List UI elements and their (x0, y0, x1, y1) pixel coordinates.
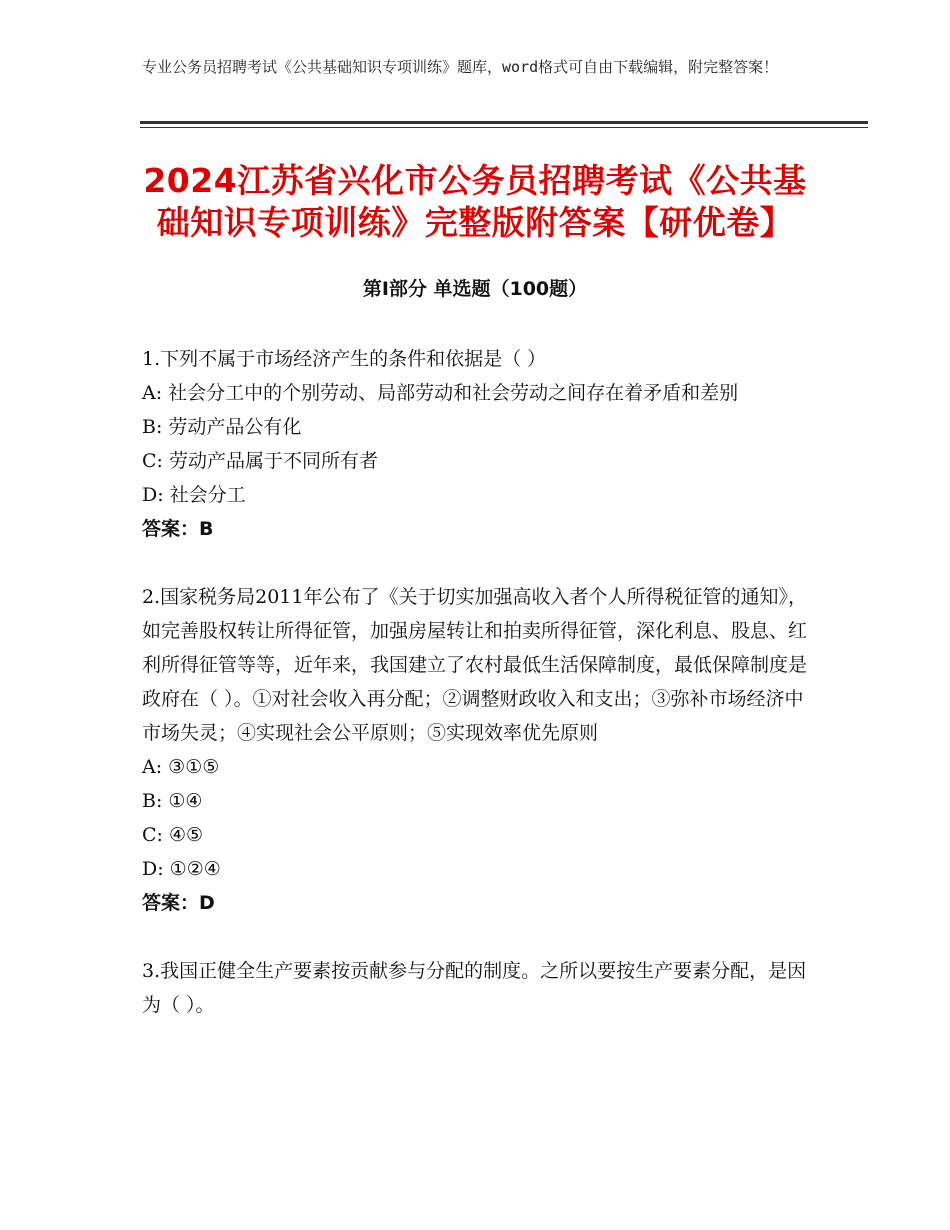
header-rule-thin (140, 127, 868, 128)
question-stem: 1.下列不属于市场经济产生的条件和依据是（ ） (142, 348, 547, 370)
option-b: B: ①④ (142, 790, 203, 812)
question-stem: 2.国家税务局2011年公布了《关于切实加强高收入者个人所得税征管的通知》，如完善股权转让所得征管，加强房屋转让和拍卖所得征管，深化利息、股息、红利所得征管等等，近年来，我国建立了农村最低生活保障制度，最低保障制度是政府在（ ）。①对社会收入再分配；②调整财政收入和支出；③弥补市场经济中市场失灵；④实现社会公平原则；⑤实现效率优先原则 (142, 586, 808, 744)
option-a: A: ③①⑤ (142, 756, 220, 778)
question-2 (142, 580, 807, 920)
question-list (142, 342, 807, 1022)
option-c: C: ④⑤ (142, 824, 204, 846)
header-note: 专业公务员招聘考试《公共基础知识专项训练》题库，word格式可自由下载编辑，附完整答案！ (142, 58, 779, 76)
question-stem: 3.我国正健全生产要素按贡献参与分配的制度。之所以要按生产要素分配，是因为（ ）。 (142, 960, 807, 1016)
answer: 答案：B (142, 518, 214, 540)
section-heading: 第Ⅰ部分 单选题（100题） (362, 278, 588, 300)
option-b: B: 劳动产品公有化 (142, 416, 302, 438)
spacer (142, 920, 807, 954)
document-title: 2024江苏省兴化市公务员招聘考试《公共基础知识专项训练》完整版附答案【研优卷】 (143, 161, 807, 242)
question-3 (142, 954, 807, 1022)
option-d: D: 社会分工 (142, 484, 246, 506)
option-c: C: 劳动产品属于不同所有者 (142, 450, 378, 472)
header-rule-thick (140, 121, 868, 124)
answer: 答案：D (142, 892, 215, 914)
option-a: A: 社会分工中的个别劳动、局部劳动和社会劳动之间存在着矛盾和差别 (142, 382, 739, 404)
spacer (142, 546, 807, 580)
option-d: D: ①②④ (142, 858, 221, 880)
question-1 (142, 342, 807, 546)
